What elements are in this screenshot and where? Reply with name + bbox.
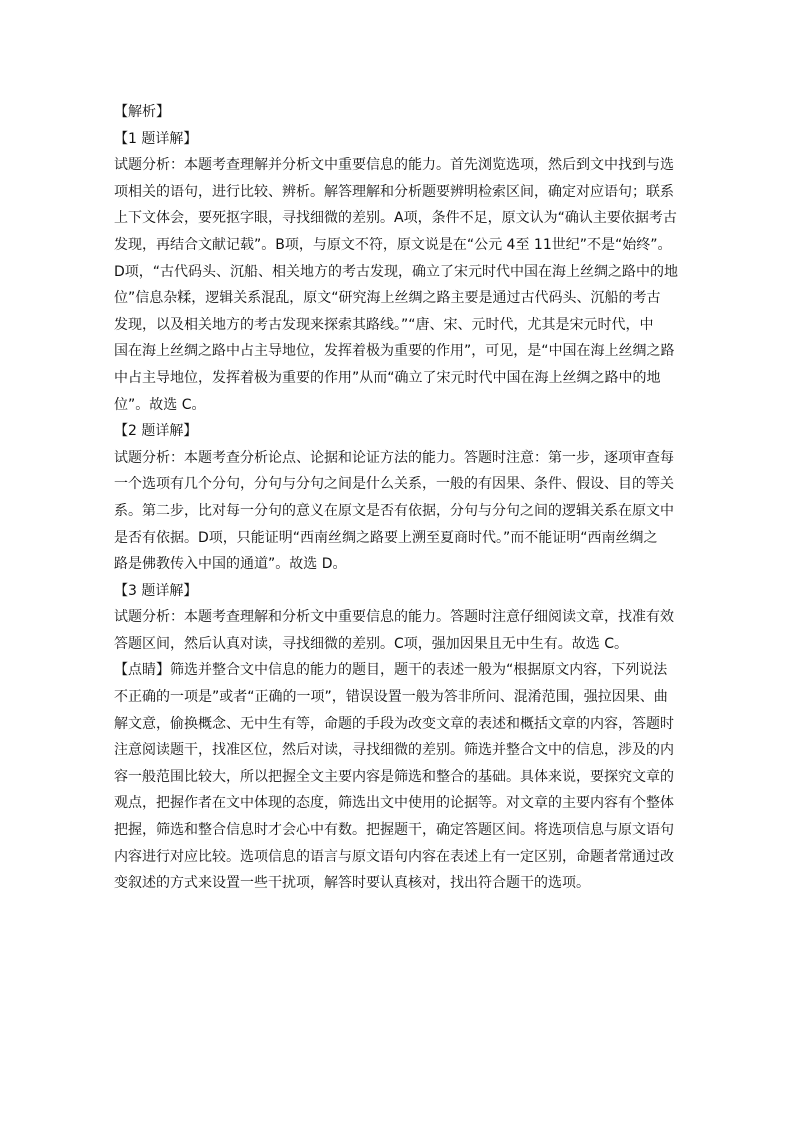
paragraph-line: 观点，把握作者在文中体现的态度，筛选出文中使用的论据等。对文章的主要内容有个整体 (114, 795, 674, 812)
paragraph-line: 国在海上丝绸之路中占主导地位，发挥着极为重要的作用”，可见，是“中国在海上丝绸之路 (114, 343, 675, 360)
paragraph-line: 一个选项有几个分句，分句与分句之间是什么关系，一般的有因果、条件、假设、目的等关 (114, 476, 674, 493)
paragraph-line: 试题分析：本题考查理解和分析文中重要信息的能力。答题时注意仔细阅读文章，找准有效 (114, 609, 674, 626)
paragraph-line: 项相关的语句，进行比较、辨析。解答理解和分析题要辨明检索区间，确定对应语句；联系 (114, 183, 674, 200)
paragraph-line: 上下文体会，要死抠字眼，寻找细微的差别。A项，条件不足，原文认为“确认主要依据考古 (114, 210, 677, 227)
paragraph-line: 试题分析：本题考查理解并分析文中重要信息的能力。首先浏览选项，然后到文中找到与选 (114, 157, 674, 174)
paragraph-line: 答题区间，然后认真对读，寻找细微的差别。C项，强加因果且无中生有。故选 C。 (114, 635, 628, 652)
paragraph-line: 中占主导地位，发挥着极为重要的作用”从而“确立了宋元时代中国在海上丝绸之路中的地 (114, 369, 661, 386)
paragraph-line: 把握，筛选和整合信息时才会心中有数。把握题干，确定答题区间。将选项信息与原文语句 (114, 822, 674, 839)
paragraph-line: D项，“古代码头、沉船、相关地方的考古发现，确立了宋元时代中国在海上丝绸之路中的地 (114, 263, 679, 280)
paragraph-line: 发现，再结合文献记载”。B项，与原文不符，原文说是在“公元 4至 11世纪”不是“始终”。 (114, 236, 672, 253)
document-body (114, 99, 684, 897)
paragraph-line: 路是佛教传入中国的通道”。故选 D。 (114, 556, 347, 573)
paragraph-line: 位”信息杂糅，逻辑关系混乱，原文“研究海上丝绸之路主要是通过古代码头、沉船的考古 (114, 290, 661, 307)
paragraph-line: 试题分析：本题考查分析论点、论据和论证方法的能力。答题时注意：第一步，逐项审查每 (114, 449, 674, 466)
paragraph-line: 不正确的一项是”或者“正确的一项”，错误设置一般为答非所问、混淆范围，强拉因果、曲 (114, 689, 668, 706)
question-3-heading: 【3 题详解】 (114, 582, 198, 599)
question-1-heading: 【1 题详解】 (114, 130, 198, 147)
paragraph-line: 注意阅读题干，找准区位，然后对读，寻找细微的差别。筛选并整合文中的信息，涉及的内 (114, 742, 674, 759)
section-heading-analysis: 【解析】 (114, 104, 170, 120)
key-point-paragraph-line: 【点睛】筛选并整合文中信息的能力的题目，题干的表述一般为“根据原文内容，下列说法 (114, 662, 668, 679)
paragraph-line: 是否有依据。D项，只能证明“西南丝绸之路要上溯至夏商时代。”而不能证明“西南丝绸之 (114, 529, 658, 546)
paragraph-line: 解文意，偷换概念、无中生有等，命题的手段为改变文章的表述和概括文章的内容，答题时 (114, 715, 674, 732)
paragraph-line: 容一般范围比较大，所以把握全文主要内容是筛选和整合的基础。具体来说，要探究文章的 (114, 768, 674, 785)
paragraph-line: 系。第二步，比对每一分句的意义在原文是否有依据，分句与分句之间的逻辑关系在原文中 (114, 502, 674, 519)
paragraph-line: 位”。故选 C。 (114, 396, 206, 413)
paragraph-line: 发现，以及相关地方的考古发现来探索其路线。”“唐、宋、元时代，尤其是宋元时代，中 (114, 316, 654, 333)
question-2-heading: 【2 题详解】 (114, 423, 198, 440)
paragraph-line: 变叙述的方式来设置一些干扰项，解答时要认真核对，找出符合题干的选项。 (114, 875, 590, 892)
paragraph-line: 内容进行对应比较。选项信息的语言与原文语句内容在表述上有一定区别，命题者常通过改 (114, 848, 674, 865)
